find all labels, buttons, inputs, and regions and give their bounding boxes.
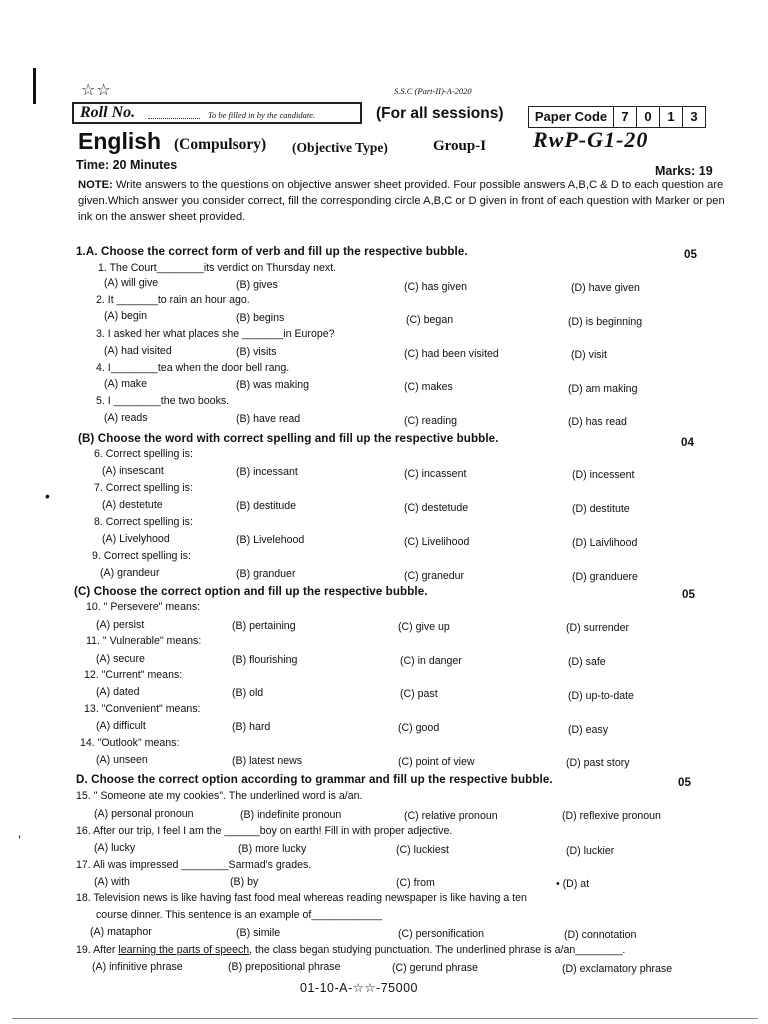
option-a[interactable]: (A) persist bbox=[96, 619, 145, 631]
roll-number-label: Roll No. bbox=[80, 104, 136, 121]
option-b[interactable]: (B) have read bbox=[236, 413, 301, 425]
question-stem: 10. " Persevere" means: bbox=[86, 601, 201, 613]
option-b[interactable]: (B) pertaining bbox=[232, 620, 296, 632]
stray-mark: • bbox=[45, 488, 50, 504]
option-a[interactable]: (A) destetute bbox=[102, 499, 163, 511]
option-b[interactable]: (B) Livelehood bbox=[236, 534, 305, 546]
option-c[interactable]: (C) destetude bbox=[404, 502, 469, 514]
option-c[interactable]: (C) reading bbox=[404, 415, 457, 427]
option-a[interactable]: (A) mataphor bbox=[90, 926, 152, 938]
question-stem: 3. I asked her what places she _______in Europe? bbox=[96, 328, 335, 340]
question-stem-start: 19. After bbox=[76, 944, 119, 956]
option-a[interactable]: (A) had visited bbox=[104, 345, 172, 357]
compulsory-label: (Compulsory) bbox=[174, 136, 267, 153]
question-stem: 6. Correct spelling is: bbox=[94, 448, 193, 460]
note-text: Write answers to the questions on objective answer sheet provided. Four possible answers A,B,C & D to each question are given.Which answer you consider correct, fill the corresponding circle A,B,C or D given in front of each question with Marker or pen ink on the answer sheet provided. bbox=[78, 179, 725, 223]
option-b[interactable]: (B) begins bbox=[236, 312, 285, 324]
option-d[interactable]: (D) surrender bbox=[566, 622, 629, 634]
option-c[interactable]: (C) past bbox=[400, 688, 438, 700]
option-d[interactable]: • (D) at bbox=[556, 878, 590, 890]
section-a-marks: 05 bbox=[684, 248, 697, 261]
section-b-title: (B) Choose the word with correct spelling and fill up the respective bubble. bbox=[78, 432, 499, 445]
question-stem: 15. " Someone ate my cookies". The underlined word is a/an. bbox=[76, 790, 363, 802]
paper-code-digit: 1 bbox=[660, 107, 683, 127]
question-stem: 5. I ________the two books. bbox=[96, 395, 230, 407]
section-c-marks: 05 bbox=[682, 588, 695, 601]
option-a[interactable]: (A) difficult bbox=[96, 720, 146, 732]
option-b[interactable]: (B) gives bbox=[236, 279, 278, 291]
handwritten-code: RwP-G1-20 bbox=[533, 127, 649, 152]
option-d[interactable]: (D) am making bbox=[568, 383, 638, 395]
roll-number-field[interactable] bbox=[148, 118, 200, 119]
option-d-label: (D) at bbox=[562, 878, 590, 890]
objective-type-label: (Objective Type) bbox=[292, 140, 388, 155]
option-c[interactable]: (C) give up bbox=[398, 621, 450, 633]
option-a[interactable]: (A) make bbox=[104, 378, 147, 390]
paper-code-digit: 0 bbox=[637, 107, 660, 127]
subject-title: English bbox=[78, 128, 162, 154]
question-stem: 12. "Current" means: bbox=[84, 669, 183, 681]
option-b[interactable]: (B) simile bbox=[236, 927, 281, 939]
option-d[interactable]: (D) up-to-date bbox=[568, 690, 634, 702]
option-c[interactable]: (C) granedur bbox=[404, 570, 465, 582]
question-stem: 17. Ali was impressed ________Sarmad's grades. bbox=[76, 859, 312, 871]
question-stem: 14. "Outlook" means: bbox=[80, 737, 180, 749]
option-a[interactable]: (A) will give bbox=[104, 277, 159, 289]
option-d[interactable]: (D) safe bbox=[568, 656, 606, 668]
margin-mark bbox=[33, 68, 36, 104]
exam-code-line: S.S.C (Part-II)-A-2020 bbox=[394, 86, 472, 96]
option-a[interactable]: (A) infinitive phrase bbox=[92, 961, 183, 973]
option-b[interactable]: (B) indefinite pronoun bbox=[240, 809, 342, 821]
option-d[interactable]: (D) have given bbox=[571, 282, 640, 294]
option-d[interactable]: (D) easy bbox=[568, 724, 609, 736]
paper-code-box bbox=[528, 106, 706, 128]
option-b[interactable]: (B) by bbox=[230, 876, 259, 888]
question-stem: 2. It _______to rain an hour ago. bbox=[96, 294, 250, 306]
option-a[interactable]: (A) unseen bbox=[96, 754, 148, 766]
option-a[interactable]: (A) reads bbox=[104, 412, 148, 424]
marks-label: Marks: 19 bbox=[655, 164, 713, 178]
section-b-marks: 04 bbox=[681, 436, 694, 449]
option-d[interactable]: (D) visit bbox=[571, 349, 607, 361]
option-d[interactable]: (D) past story bbox=[566, 757, 630, 769]
option-c[interactable]: (C) personification bbox=[398, 928, 484, 940]
option-a[interactable]: (A) with bbox=[94, 876, 130, 888]
option-a[interactable]: (A) grandeur bbox=[100, 567, 160, 579]
option-d[interactable]: (D) granduere bbox=[572, 571, 638, 583]
option-b[interactable]: (B) incessant bbox=[236, 466, 298, 478]
option-b[interactable]: (B) latest news bbox=[232, 755, 303, 767]
option-b[interactable]: (B) more lucky bbox=[238, 843, 307, 855]
question-stem: 7. Correct spelling is: bbox=[94, 482, 193, 494]
instructions-note bbox=[78, 177, 728, 225]
option-d[interactable]: (D) reflexive pronoun bbox=[562, 810, 661, 822]
option-d[interactable]: (D) connotation bbox=[564, 929, 637, 941]
option-d[interactable]: (D) is beginning bbox=[568, 316, 643, 328]
option-b[interactable]: (B) destitude bbox=[236, 500, 297, 512]
option-c[interactable]: (C) relative pronoun bbox=[404, 810, 498, 822]
question-stem: 11. " Vulnerable" means: bbox=[86, 635, 202, 647]
option-c[interactable]: (C) point of view bbox=[398, 756, 475, 768]
section-d-title: D. Choose the correct option according to grammar and fill up the respective bubble. bbox=[76, 773, 553, 786]
sessions-label: (For all sessions) bbox=[376, 105, 504, 122]
section-d-marks: 05 bbox=[678, 776, 691, 789]
option-b[interactable]: (B) old bbox=[232, 687, 264, 699]
option-d[interactable]: (D) luckier bbox=[566, 845, 615, 857]
option-d[interactable]: (D) has read bbox=[568, 416, 627, 428]
option-b[interactable]: (B) hard bbox=[232, 721, 271, 733]
option-d[interactable]: (D) destitute bbox=[572, 503, 630, 515]
option-c[interactable]: (C) makes bbox=[404, 381, 453, 393]
question-stem: 1. The Court________its verdict on Thursday next. bbox=[98, 262, 337, 274]
option-c[interactable]: (C) from bbox=[396, 877, 435, 889]
paper-code-digit: 3 bbox=[690, 109, 698, 124]
question-stem: 16. After our trip, I feel I am the ______boy on earth! Fill in with proper adjective. bbox=[76, 825, 453, 837]
option-c[interactable]: (C) gerund phrase bbox=[392, 962, 478, 974]
option-a[interactable]: (A) dated bbox=[96, 686, 140, 698]
section-a-title: 1.A. Choose the correct form of verb and fill up the respective bubble. bbox=[76, 245, 468, 258]
option-a[interactable]: (A) Livelyhood bbox=[102, 533, 170, 545]
option-b[interactable]: (B) flourishing bbox=[232, 654, 298, 666]
option-b[interactable]: (B) was making bbox=[236, 379, 309, 391]
option-b[interactable]: (B) visits bbox=[236, 346, 277, 358]
footer-code: 01-10-A-☆☆-75000 bbox=[300, 981, 418, 995]
note-label: NOTE: bbox=[78, 179, 113, 191]
option-d[interactable]: (D) exclamatory phrase bbox=[562, 963, 673, 975]
question-stem: 8. Correct spelling is: bbox=[94, 516, 193, 528]
paper-code-digit: 7 bbox=[614, 107, 637, 127]
paper-code-label: Paper Code bbox=[529, 107, 614, 127]
option-c[interactable]: (C) Livelihood bbox=[404, 536, 470, 548]
question-stem-end: , the class began studying punctuation. The underlined phrase is a/an________. bbox=[249, 944, 626, 956]
option-b[interactable]: (B) prepositional phrase bbox=[228, 961, 341, 973]
option-c[interactable]: (C) has given bbox=[404, 281, 467, 293]
page-edge-line bbox=[12, 1018, 758, 1019]
option-c[interactable]: (C) began bbox=[406, 314, 454, 326]
option-b[interactable]: (B) granduer bbox=[236, 568, 296, 580]
question-stem: 13. "Convenient" means: bbox=[84, 703, 201, 715]
option-a[interactable]: (A) insescant bbox=[102, 465, 164, 477]
option-c[interactable]: (C) incassent bbox=[404, 468, 467, 480]
question-stem bbox=[76, 944, 625, 956]
question-stem: 9. Correct spelling is: bbox=[92, 550, 191, 562]
option-c[interactable]: (C) in danger bbox=[400, 655, 462, 667]
section-c-title: (C) Choose the correct option and fill up the respective bubble. bbox=[74, 585, 428, 598]
option-a[interactable]: (A) lucky bbox=[94, 842, 136, 854]
group-label: Group-I bbox=[433, 138, 487, 154]
option-a[interactable]: (A) personal pronoun bbox=[94, 808, 194, 820]
stars-mark: ☆☆ bbox=[81, 80, 112, 99]
time-label: Time: 20 Minutes bbox=[76, 158, 178, 172]
underlined-phrase: learning the parts of speech bbox=[118, 944, 250, 956]
option-c[interactable]: (C) had been visited bbox=[404, 348, 499, 360]
option-a[interactable]: (A) secure bbox=[96, 653, 145, 665]
option-c[interactable]: (C) good bbox=[398, 722, 440, 734]
question-stem: 18. Television news is like having fast food meal whereas reading newspaper is like having a ten bbox=[76, 892, 527, 904]
option-c[interactable]: (C) luckiest bbox=[396, 844, 449, 856]
question-stem: 4. I________tea when the door bell rang. bbox=[96, 362, 290, 374]
option-a[interactable]: (A) begin bbox=[104, 310, 147, 322]
stray-mark: ʼ bbox=[18, 833, 22, 849]
question-stem-continued: course dinner. This sentence is an example of____________ bbox=[96, 909, 383, 921]
option-d[interactable]: (D) Laivlihood bbox=[572, 537, 638, 549]
option-d[interactable]: (D) incessent bbox=[572, 469, 635, 481]
roll-number-hint: To be filled in by the candidate. bbox=[208, 110, 316, 120]
